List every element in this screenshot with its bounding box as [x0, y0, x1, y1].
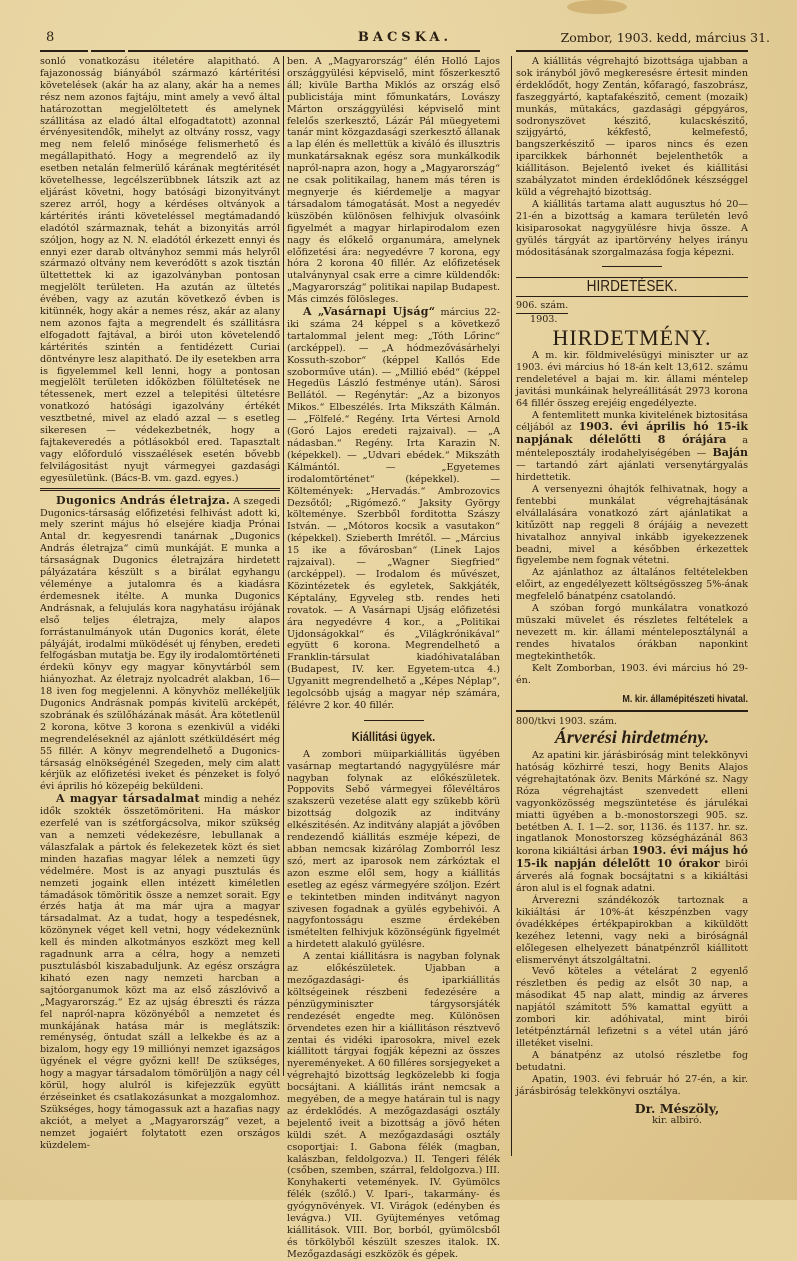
notice-rule: [516, 710, 748, 712]
notice-year: 1903.: [530, 314, 558, 326]
auction-paragraph: Apatin, 1903. évi február hó 27-én, a kir. járásbiróság telekkönyvi osztálya.: [516, 1073, 748, 1097]
article-dugonics: Dugonics András életrajza. A szegedi Dugonics-társaság előfizetési felhivást adott ki, mely szerint május hó elsejére kiadja Prónai Antal dr. kegyesrendi tanárnak „Dugonics András életrajza“ cimü munkáját. E munka a társaságnak Dugonics életrajzára hirdetett pályázatára készült s a birálat egyhangu véleménye a jutalomra és a kiadásra érdemesnek itélte. A munka Dugonics Andrásnak, a felujulás kora nagyhatásu irójának első teljes életrajza, mely alapos forrástanulmányok után Dugonics korát, élete pályáját, irodalmi müködését uj fényben, eredeti felfogásban mutatja be. Egy ily irodalomtörténeti érdekü könyv egy magyar könyvtárból sem hiányozhat. Az életrajz nyolcadrét alakban, 16—18 iven fog megjelenni. A könyvhöz mellékeljük Dugonics Andrásnak pompás kivitelü arcképét, szobrának és szülőházának mását. Ára kötetlenül 2 korona, kötve 3 korona s ezenkivül a vidéki megrendeléseknél az ajánlott szétküldésért még 55 fillér. A könyv megrendelhető a Dugonics-társaság elnökségénél Szegeden, mely cim alatt kérjük az előfizetési iveket és pénzeket is folyó évi április hó közepéig beküldeni.: [40, 493, 281, 793]
notice-paragraph: Az ajánlathoz az általános feltételekben előirt, az engedélyezett költségösszeg 5%-ának megfelelő bánatpénz csatolandó.: [516, 567, 748, 603]
article-paragraph: A zombori müiparkiállitás ügyében vasárnap megtartandó nagygyülésre már nagyban folynak az előkészületek. Poppovits Sebő vármegyei főlevéltáros szakszerü vezetése alatt egy szükebb körü bizottság dolgozik az inditvány elkészitésén. Az inditvány alapját a jövőben rendezendő kiállitás eszméje képezi, de abban nemcsak kizárólag Zomborról lesz szó, mert az iparosok nem zárkóztak el azon eszme elől sem, hogy a kiállitás esetleg az egész vármegyére szóljon. Ezért e tekintetben minden inditványt nagyon szivesen fogadnak a gyülés egybehivói. A nagyfontosságu eszme érdekében ismételten felhivjuk közönségünk figyelmét a hirdetett alakuló gyülésre.: [287, 748, 500, 951]
notice-reference: [516, 300, 748, 326]
notice-paragraph: Kelt Zomborban, 1903. évi március hó 29-én.: [516, 662, 748, 686]
header-rule: [128, 50, 480, 52]
article-magyar-tarsadalom: A magyar társadalmat mindig a nehéz idők szokték összetömöriteni. Ha máskor ezerfelé van is szétforgácsolva, mikor szükség van a nemzeti védekezésre, lebullanak a válaszfalak a pártok és felekezetek közt és siet minden hazafias magyar lélek a nemzeti ügy védelmére. Most is az anyagi pusztulás és nemzeti jogaink ellen intézett kiméletlen támadások tömöritik össze a nemzet sorait. Egy érzés hatja át ma már ujra a magyar társadalmat. Az a tudat, hogy a tespedésnek, közönynek véget kell vetni, hogy védekeznünk kell és minden alkotmányos eszközt meg kell ragadnunk arra a célra, hogy a nemzeti pusztulásból kiszabaduljunk. Az egész országra kiható ezen nagy nemzeti harcban a sajtóorganumok közt ma az első zászlóvivő a „Magyarország.“ Ez az ujság ébreszti és rázza fel napról-napra közönyéből a nemzetet és munkájának hatása már is meglátszik: reménység, öntudat száll a lelkekbe és az a bizalom, hogy egy 19 milliónyi nemzet igazságos ügyének el végre győzni kell! De szükséges, hogy a magyar társadalom tömörüljön a nagy cél körül, hogy alulról is kifejezzük együtt érzéseinket és csatlakozásunkat a mozgalomhoz. Szükséges, hogy támogassuk azt a hazafias nagy akciót, a melyet a „Magyarország“ vezet, a nemzet jogaiért folytatott ezen országos küzdelem-: [40, 792, 280, 1151]
header-rule: [40, 50, 88, 52]
article-paragraph: A kiállitás végrehajtó bizottsága ujabban a sok irányból jövő megkeresésre értesit minden érdeklődőt, hogy Zentán, kőfaragó, faszobrász, faszeggyártó, kaptafakészitő, cement (mozaik) munkás, mütakács, gazdasági gépgyáros, sodronyszövet készitő, kulacskészitő, szijgyártó, kékfestő, kelmefestő, bangszerkészitő — iparos nincs és ezen iparcikkek bárhonnét bejelenthetők a kiállitáson. Bejelentő iveket és kiállitási szabályzatot minden érdeklődőnek készséggel küld a végrehajtó bizottság.: [516, 56, 748, 198]
signer-title: kir. albiró.: [652, 1115, 702, 1127]
column-divider: [283, 56, 284, 1076]
short-separator: [364, 720, 424, 721]
auction-paragraph: Árverezni szándékozók tartoznak a kikiáltási ár 10%-át készpénzben vagy óvadékképes értékpapirokban a kiküldött kezéhez letenni, vagy neki a biróságnál előlegesen elhelyezett bánatpénzről kiállitott elismervényt átszolgáltatni.: [516, 895, 748, 966]
section-title: Kiállitási ügyek.: [351, 728, 436, 744]
notice-paragraph: A fentemlitett munka kivitelének biztositása céljából az 1903. évi április hó 15-ik napjának délelőtti 8 órájára a ménteleposztály irodahelyiségében — Baján — tartandó zárt ajánlati versenytárgyalás hirdettetik.: [516, 409, 748, 484]
page-number: 8: [46, 30, 55, 45]
column-middle: [287, 56, 500, 1261]
auction-title: Árverési hirdetmény.: [554, 727, 710, 748]
page-header: [40, 30, 770, 46]
article-lead: A magyar társadalmat: [56, 792, 200, 806]
masthead: BACSKA.: [357, 30, 453, 45]
auction-paragraph: Vevő köteles a vételárat 2 egyenlő részletben és pedig az elsőt 30 nap, a másodikat 45 nap alatt, mindig az árveres napjától számitott 5% kamattal együtt a zombori kir. adóhivatal, mint birói letétpénztárnál lefizetni s a vétel után járó illetéket viselni.: [516, 966, 748, 1049]
article-vasarnapi-ujsag: A „Vasárnapi Ujság“ március 22-iki száma 24 képpel s a következő tartalommal jelent meg: „Tóth Lőrinc“ (arcképpel). — „A hódmezővásárhelyi Kossuth-szobor“ (képpel Kallós Ede szoborműve után). — „Millió ebéd“ (képpel Hegedüs László festménye után). Sárosi Bellától. — Regénytár: „Az a bizonyos Mikos.“ Elbeszélés. Irta Mikszáth Kálmán. — „Fölfelé.“ Regény. Irta Vértesi Arnold (Goró Lajos eredeti rajzaival). — „A nádasban.“ Regény. Irta Karazin N. (képekkel). — „Udvari ebédek.“ Mikszáth Kálmántól. — „Egyetemes irodalomtörténet“ (képekkel). — Költemények: „Hervadás.“ Ambrozovics Dezsőtől; „Rigómező.“ Jaksity György költeménye. Szerbből forditotta Szászy István. — „Mótoros kocsik a vasutakon“ (képekkel). Szieberth Imrétől. — „Március 15 ike a fővárosban“ (Linek Lajos rajzaival). — „Wagner Siegfried“ (arcképpel). — Irodalom és művészet, Közintézetek és egyletek, Sakkjáték, Képtalány, Egyveleg stb. rendes heti rovatok. — A Vasárnapi Ujság előfizetési ára negyedévre 4 kor., a „Politikai Ujdonságokkal“ és „Világkrónikával“ együtt 6 korona. Megrendelhető a Franklin-társulat kiadóhivatalában (Budapest, IV. ker. Egyetem-utca 4.) Ugyanitt megrendelhető a „Képes Néplap“, legolcsóbb ujság a magyar nép számára, félévre 2 kor. 40 fillér.: [287, 305, 500, 711]
article-lead: Dugonics András életrajza.: [56, 493, 231, 507]
notice-signature: M. kir. államépitészeti hivatal.: [622, 694, 748, 706]
article-paragraph: A kiállitás tartama alatt augusztus hó 20—21-én a bizottság a kamara területén levő kisiparosokat nagygyülésre hivja össze. A gyülés tárgyát az ipartörvény helyes irányu módositásának szorgalmazása fogja képezni.: [516, 198, 748, 258]
article-separator: [40, 488, 280, 491]
column-right: [516, 56, 748, 1127]
notice-paragraph: A szóban forgó munkálatra vonatkozó müszaki müvelet és részletes feltételek a nevezett m. kir. állami ménteleposztálynál a rendes hivatalos órákban naponkint megtekinthetők.: [516, 603, 748, 662]
short-separator: [602, 266, 662, 267]
signer-name: Dr. Mészöly,: [634, 1101, 720, 1117]
auction-paragraph: A bánatpénz az utolsó részletbe fog betudatni.: [516, 1049, 748, 1073]
paper-stain: [567, 0, 627, 14]
column-left: [40, 56, 280, 1151]
auction-reference: 800/tkvi 1903. szám.: [516, 716, 618, 728]
article-lead: A „Vasárnapi Ujság“: [303, 305, 436, 319]
auction-paragraph: Az apatini kir. járásbiróság mint telekkönyvi hatóság közhirré teszi, hogy Benits Alajos végrehajtatónak özv. Benits Márkóné sz. Nagy Róza végrehajtást szenvedett elleni vagyonközösség megszüntetése és járulékai miatti ügyében a b.-monostorszegi 905. sz. betétben A. I. 1—2. sor, 1136. és 1137. hr. sz. ingatlanok Monostorszeg községházánál 863 korona kikiáltási árban 1903. évi május hó 15-ik napján délelőtt 10 órakor birói árverés alá fognak bocsájtatni s a kikiáltási áron alul is el fognak adatni.: [516, 750, 748, 895]
article-paragraph: sonló vonatkozásu itéletére alapitható. A fajazonosság biányából származó kártéritési követelések (akár ha az alany, akár ha a nemes rész nem azonos fajtáju, mint amely a vevő által határozottan megjelöltetett és amelynek szállitása az eladó által elfogadtatott) azonnal érvényesitendők, mihelyt az oltvány rossz, vagy meg nem felelő minősége felismerhető és megállapitható. Hogy a megrendelő az ily esetben netalán felmerülő kárának megtéritését követelhesse, legcélszerübbnek látszik azt az eljárást követni, hogy batósági bizonyitványt szerez arról, hogy a kérdéses oltványok a kártérités iránti követeléssel megtámadandó eladótól származnak, tehát a bizonyitás arról szóljon, hogy az N. N. eladótól érkezett ennyi és ennyi ezer darab oltványhoz semmi más helyről származó oltvány nem keveródött s azok tisztán ültettettek ki az igazolványban pontosan megjelölt területen. Ha azután az ültetés évében, vagy az azután következő évben is kitünnék, hogy akár a nemes rész, akár az alany nem azonos fajta a megrendelt és szállitásra elfogadott fajtával, a birói uton követelendő kártérités szintén a fentidézett Curiai döntvényre lesz alapitható. De ily esetekben arra is figyelemmel kell lenni, hogy a pontosan megjelölt területen időközben fölültetések ne tétessenek, mert ezzel a telepitési ültetésre vonatkozó hatósági igazolvány értékét vesztbetné, mivel az eladó azzal — s esetleg sikeresen — védekezbetnék, hogy a fajtakeveredés a pótlásokból ered. Tapasztalt vagy előforduló visszaélések esetén bővebb felvilágositást nyujt vármegyei gazdasági egyesületünk. (Bács-B. vm. gazd. egyes.): [40, 56, 280, 484]
notice-paragraph: A m. kir. földmivelésügyi miniszter ur az 1903. évi március hó 18-án kelt 13,612. számu rendeletével a bajai m. kir. állami méntelep javitási munkáinak helyreállitását 2973 korona 64 fillér összeg erejéig engedélyezte.: [516, 350, 748, 409]
notice-title: HIRDETMÉNY.: [552, 325, 712, 351]
header-rule: [91, 50, 125, 52]
ads-section-title: HIRDETÉSEK.: [586, 278, 678, 296]
header-rule: [516, 50, 748, 52]
dateline: Zombor, 1903. kedd, március 31.: [560, 30, 770, 45]
article-paragraph: A zentai kiállitásra is nagyban folynak az előkészületek. Ujabban a mezőgazdasági- és iparkiállitás költségeinek részbeni fedezésére a pénzügyminiszter tárgysorsjáték rendezését engedte meg. Különösen örvendetes ezen hir a kiállitáson résztvevő zentai és vidéki iparosokra, mivel ezek kiállitott tárgyai fogják képezni az összes nyereményeket. A 60 filléres sorsjegyeket a végrehajtó bizottság legközelebb ki fogja bocsájtani. A kiállitás iránt nemcsak a megyében, de a megye határain tul is nagy az érdeklődés. A mezőgazdasági osztály bejelentő iveit a bizottság a jövő héten küldi szét. A mezőgazdasági osztály csoportjai: I. Gabona félék (magban, kalászban, feldolgozva.) II. Tengeri félék (csőben, szemben, szárral, feldolgozva.) III. Konyhakerti vetemények. IV. Gyümölcs félék (szőlő.) V. Ipari-, takarmány- és gyógynövények. VI. Virágok (edényben és levágva.) VII. Gyüjteményes vetőmag kiállitások. VIII. Bor, borból, gyümölcsből és törkölyből készült szeszes italok. IX. Mezőgazdasági eszközök és gépek.: [287, 951, 500, 1260]
notice-number: 906. szám.: [516, 300, 568, 314]
notice-paragraph: A versenyezni óhajtók felhivatnak, hogy a fentebbi munkálat végrehajtásának elvállalására vonatkozó zárt ajánlatikat a kitűzött nap reggeli 8 órájáig a nevezett hivatalhoz annyival inkább igyekezzenek beadni, mivel a későbben érkezettek figyelembe nem fognak vétetni.: [516, 484, 748, 567]
ads-rule: [516, 296, 748, 297]
column-divider: [511, 56, 512, 1156]
article-paragraph: ben. A „Magyarország“ élén Holló Lajos országgyülési képviselő, mint főszerkesztő áll; kivüle Bartha Miklós az ország első publicistája mint főmunkatárs, Lovászy Márton országgyülési képviselő mint felelős szerkesztő, Lázár Pál müegyetemi tanár mint közgazdasági szerkesztő állanak a lap élén és mellettük a kiváló és illusztris munkatársaknak egész sora munkálkodik napról-napra azon, hogy a „Magyarország“ ne csak politikailag, hanem más téren is megnyerje és kiérdemelje a magyar társadalom támogatását. Most a negyedév küszöbén különösen felhivjuk olvasóink figyelmét a magyar hirlapirodalom ezen nagy és előkelő organumára, amelynek előfizetési ára: negyedévre 7 korona, egy hóra 2 korona 40 fillér. Az előfizetések utalványnyal csak erre a cimre küldendők: „Magyarország“ politikai napilap Budapest. Más cimzés fölösleges.: [287, 56, 500, 306]
